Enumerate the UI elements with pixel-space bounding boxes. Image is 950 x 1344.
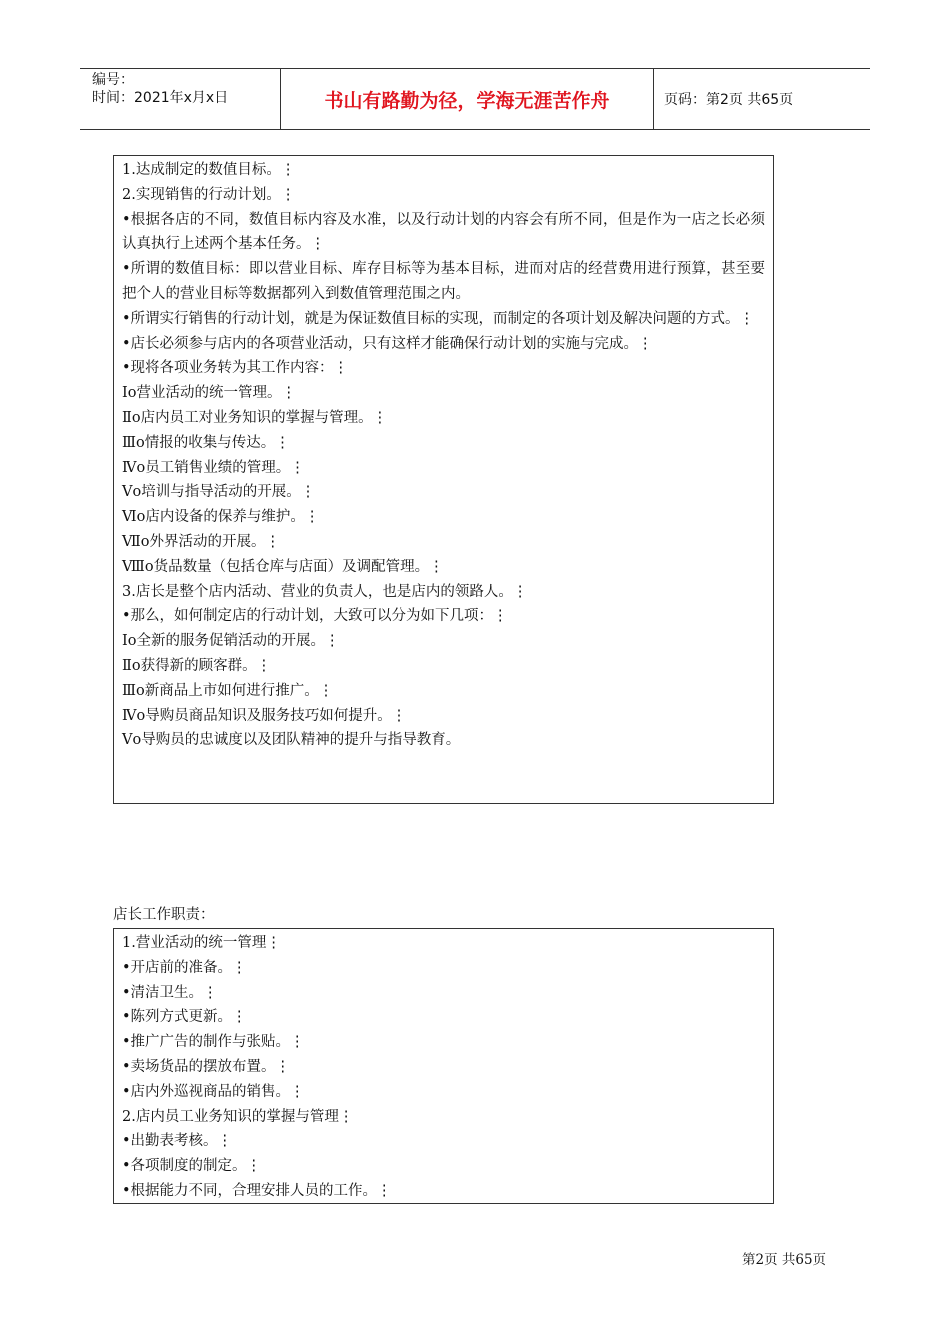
text-line: Ⅴo导购员的忠诚度以及团队精神的提升与指导教育。: [122, 732, 461, 749]
header-page-info: 页码：第2页 共65页: [664, 92, 794, 108]
text-line: •开店前的准备。⋮: [122, 959, 247, 976]
text-line: Ⅰo营业活动的统一管理。⋮: [122, 385, 296, 402]
text-line: Ⅰo全新的服务促销活动的开展。⋮: [122, 633, 340, 650]
text-line: 3.店长是整个店内活动、营业的负责人，也是店内的领路人。⋮: [122, 583, 528, 600]
header-motto: 书山有路勤为径，学海无涯苦作舟: [281, 69, 654, 129]
text-line: Ⅵo店内设备的保养与维护。⋮: [122, 509, 320, 526]
text-line: Ⅶo外界活动的开展。⋮: [122, 533, 280, 550]
text-line: 2.实现销售的行动计划。⋮: [122, 186, 296, 203]
text-paragraph: •所谓实行销售的行动计划，就是为保证数值目标的实现，而制定的各项计划及解决问题的方式。⋮: [122, 310, 755, 327]
text-line: 1.营业活动的统一管理⋮: [122, 935, 281, 951]
text-line: •各项制度的制定。⋮: [122, 1158, 262, 1175]
document-header: [80, 68, 870, 130]
text-line: •店内外巡视商品的销售。⋮: [122, 1083, 305, 1100]
text-line: •根据能力不同，合理安排人员的工作。⋮: [122, 1182, 392, 1199]
page-footer: 第2页 共65页: [742, 1252, 827, 1268]
text-line: •那么，如何制定店的行动计划，大致可以分为如下几项：⋮: [122, 608, 508, 625]
text-line: Ⅴo培训与指导活动的开展。⋮: [122, 484, 316, 501]
text-line: Ⅳo导购员商品知识及服务技巧如何提升。⋮: [122, 707, 407, 724]
text-paragraph: •所谓的数值目标：即以营业目标、库存目标等为基本目标，进而对店的经营费用进行预算，甚至要把个人的营业目标等数据都列入到数值管理范围之内。: [122, 261, 765, 302]
text-line: •推广广告的制作与张贴。⋮: [122, 1034, 305, 1051]
section-label: 店长工作职责：: [113, 907, 215, 923]
text-line: Ⅲo新商品上市如何进行推广。⋮: [122, 682, 334, 699]
text-line: •清洁卫生。⋮: [122, 984, 218, 1001]
text-line: Ⅷo货品数量（包括仓库与店面）及调配管理。⋮: [122, 558, 444, 575]
text-line: Ⅱo店内员工对业务知识的掌握与管理。⋮: [122, 409, 388, 426]
text-line: Ⅱo获得新的顾客群。⋮: [122, 657, 272, 674]
document-number-label: 编号：: [92, 72, 134, 88]
text-line: Ⅳo员工销售业绩的管理。⋮: [122, 459, 305, 476]
text-line: Ⅲo情报的收集与传达。⋮: [122, 434, 290, 451]
content-box-responsibilities: [113, 155, 774, 804]
text-line: •陈列方式更新。⋮: [122, 1009, 247, 1026]
text-line: 2.店内员工业务知识的掌握与管理⋮: [122, 1108, 354, 1125]
text-line: •店长必须参与店内的各项营业活动，只有这样才能确保行动计划的实施与完成。⋮: [122, 335, 653, 352]
text-line: •出勤表考核。⋮: [122, 1133, 233, 1150]
text-line: •卖场货品的摆放布置。⋮: [122, 1058, 291, 1075]
text-line: 1.达成制定的数值目标。⋮: [122, 162, 296, 178]
text-line: •现将各项业务转为其工作内容：⋮: [122, 360, 349, 377]
document-date: 时间：2021年x月x日: [92, 90, 229, 106]
header-meta: [80, 69, 281, 129]
text-paragraph: •根据各店的不同，数值目标内容及水准，以及行动计划的内容会有所不同，但是作为一店之长必须认真执行上述两个基本任务。⋮: [122, 211, 765, 253]
content-box-duties: [113, 928, 774, 1204]
